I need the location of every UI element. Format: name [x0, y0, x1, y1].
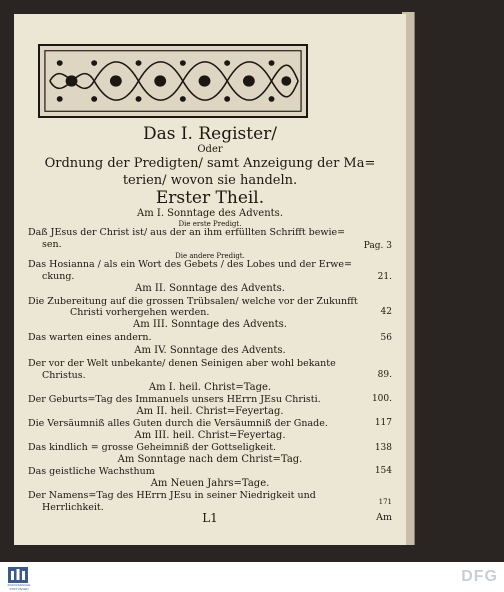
page-ref: 42	[380, 307, 392, 317]
entry-line: Das Hosianna / als ein Wort des Gebets / des Lobes und der Erwe=	[28, 259, 352, 270]
ornamental-header-band	[38, 44, 308, 118]
register-title: Das I. Register/	[142, 124, 278, 144]
catchword: Am	[376, 512, 392, 523]
entry-line: Der Namens=Tag des HErrn JEsu in seiner Niedrigkeit und	[28, 490, 316, 501]
sunday-heading: Am IV. Sonntage des Advents.	[134, 345, 286, 356]
dfg-logo: DFG	[461, 568, 498, 585]
page-ref: 100.	[371, 394, 392, 404]
sunday-heading: Am I. heil. Christ=Tage.	[148, 382, 272, 393]
page-ref: Pag. 3	[363, 241, 392, 251]
entry-line: Das kindlich = grosse Geheimniß der Gottseligkeit.	[28, 442, 277, 453]
book-page	[14, 14, 406, 545]
sunday-heading: Am III. heil. Christ=Feyertag.	[134, 430, 286, 441]
entry-line: sen.	[42, 239, 62, 250]
part-heading: Erster Theil.	[155, 188, 265, 208]
entry-line: Daß JEsus der Christ ist/ aus der an ihm erfüllten Schrifft bewie=	[28, 227, 346, 238]
entry-line: Der Geburts=Tag des Immanuels unsers HErrn JEsu Christi.	[28, 394, 321, 405]
entry-line: ckung.	[42, 271, 75, 282]
entry-line: Der vor der Welt unbekante/ denen Seinigen aber wohl bekante	[28, 358, 336, 369]
sunday-heading: Am III. Sonntage des Advents.	[133, 319, 287, 330]
sunday-heading: Am II. Sonntage des Advents.	[135, 283, 285, 294]
title-line-4: terien/ wovon sie handeln.	[122, 173, 298, 188]
page-ref: 154	[374, 466, 392, 476]
entry-line: Das warten eines andern.	[28, 332, 152, 343]
entry-line: Die Zubereitung auf die grossen Trübsalen/ welche vor der Zukunfft	[28, 296, 358, 307]
page-ref: 138	[374, 443, 392, 453]
title-line-3: Ordnung der Predigten/ samt Anzeigung der Ma=	[44, 156, 376, 171]
page-ref: 89.	[377, 370, 392, 380]
page-ref: 21.	[377, 272, 392, 282]
entry-line: Christi vorhergehen werden.	[70, 307, 210, 318]
page-ref: 171	[378, 498, 392, 506]
entry-line: Die Versäumniß alles Guten durch die Versäumniß der Gnade.	[28, 418, 328, 429]
entry-line: Christus.	[42, 370, 86, 381]
sunday-heading: Am II. heil. Christ=Feyertag.	[136, 406, 284, 417]
sunday-heading: Am I. Sonntage des Advents.	[136, 208, 283, 219]
page-ref: 56	[380, 333, 392, 343]
sunday-heading: Am Sonntage nach dem Christ=Tag.	[117, 454, 303, 465]
logo-caption: FRANCKESCHE STIFTUNGEN	[7, 583, 31, 591]
sermon-heading: Die andere Predigt.	[175, 252, 245, 260]
sermon-heading: Die erste Predigt.	[178, 220, 242, 228]
sunday-heading: Am Neuen Jahrs=Tage.	[150, 478, 270, 489]
viewer-footer	[0, 562, 504, 592]
title-oder: Oder	[197, 144, 223, 155]
entry-line: Das geistliche Wachsthum	[28, 466, 155, 477]
entry-line: Herrlichkeit.	[42, 502, 104, 513]
signature-mark: L1	[202, 511, 218, 525]
page-ref: 117	[374, 418, 392, 428]
